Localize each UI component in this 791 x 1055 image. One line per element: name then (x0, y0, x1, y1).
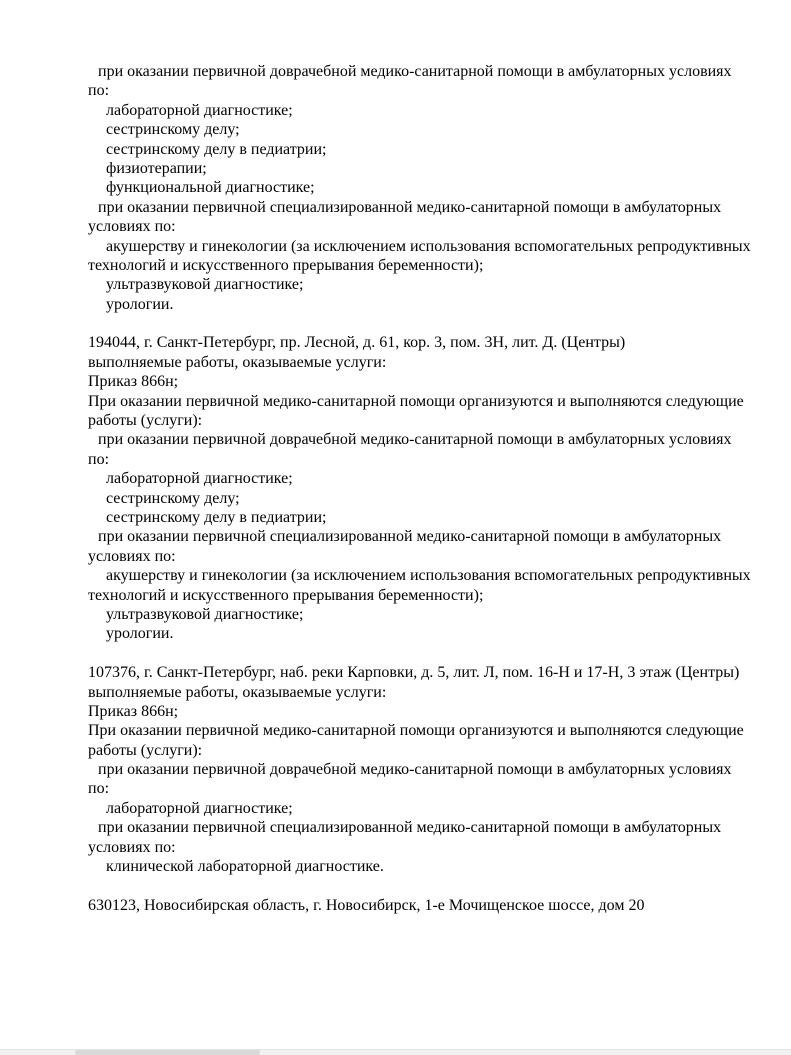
service-line: урологии. (106, 625, 174, 643)
text-line: при оказании первичной специализированной медико-санитарной помощи в амбулаторных (98, 528, 722, 546)
service-line: клинической лабораторной диагностике. (106, 858, 384, 876)
text-line: Приказ 866н; (88, 702, 179, 720)
service-line: функциональной диагностике; (106, 179, 315, 197)
service-line: лабораторной диагностике; (106, 101, 293, 119)
text-line: по: (88, 450, 110, 468)
text-line: технологий и искусственного прерывания беременности); (88, 586, 484, 604)
text-line: при оказании первичной доврачебной медико-санитарной помощи в амбулаторных условиях (98, 431, 732, 449)
text-line: по: (88, 82, 110, 100)
blank-line (88, 314, 768, 333)
text-line: условиях по: (88, 218, 176, 236)
service-line: физиотерапии; (106, 159, 207, 177)
text-line: условиях по: (88, 547, 176, 565)
text-line: выполняемые работы, оказываемые услуги: (88, 683, 387, 701)
text-line: выполняемые работы, оказываемые услуги: (88, 353, 387, 371)
service-line: ультразвуковой диагностике; (106, 605, 304, 623)
service-line: сестринскому делу; (106, 121, 240, 139)
service-line: сестринскому делу в педиатрии; (106, 508, 327, 526)
text-line: работы (услуги): (88, 741, 203, 759)
text-line: При оказании первичной медико-санитарной помощи организуются и выполняются следующие (88, 392, 744, 410)
text-line: работы (услуги): (88, 412, 203, 430)
service-line: лабораторной диагностике; (106, 799, 293, 817)
address-line: 107376, г. Санкт-Петербург, наб. реки Карповки, д. 5, лит. Л, пом. 16-Н и 17-Н, 3 этаж (Центры) (88, 664, 740, 682)
service-line: лабораторной диагностике; (106, 470, 293, 488)
blank-line (88, 644, 768, 663)
text-line: При оказании первичной медико-санитарной помощи организуются и выполняются следующие (88, 722, 744, 740)
service-line: ультразвуковой диагностике; (106, 276, 304, 294)
license-text-block (88, 62, 768, 915)
horizontal-scrollbar-thumb[interactable] (75, 1050, 260, 1055)
text-line: при оказании первичной доврачебной медико-санитарной помощи в амбулаторных условиях (98, 761, 732, 779)
blank-line (88, 876, 768, 895)
text-line: технологий и искусственного прерывания беременности); (88, 256, 484, 274)
service-line: сестринскому делу в педиатрии; (106, 140, 327, 158)
service-line: сестринскому делу; (106, 489, 240, 507)
address-line: 194044, г. Санкт-Петербург, пр. Лесной, д. 61, кор. 3, пом. 3Н, лит. Д. (Центры) (88, 334, 626, 352)
service-line: урологии. (106, 295, 174, 313)
service-line: акушерству и гинекологии (за исключением использования вспомогательных репродуктивных (106, 567, 751, 585)
service-line: акушерству и гинекологии (за исключением использования вспомогательных репродуктивных (106, 237, 751, 255)
address-line: 630123, Новосибирская область, г. Новосибирск, 1-е Мочищенское шоссе, дом 20 (88, 896, 645, 914)
text-line: Приказ 866н; (88, 373, 179, 391)
text-line: условиях по: (88, 838, 176, 856)
text-line: при оказании первичной специализированной медико-санитарной помощи в амбулаторных (98, 198, 722, 216)
horizontal-scrollbar[interactable] (0, 1049, 791, 1055)
text-line: при оказании первичной доврачебной медико-санитарной помощи в амбулаторных условиях (98, 63, 732, 80)
text-line: при оказании первичной специализированной медико-санитарной помощи в амбулаторных (98, 819, 722, 837)
text-line: по: (88, 780, 110, 798)
